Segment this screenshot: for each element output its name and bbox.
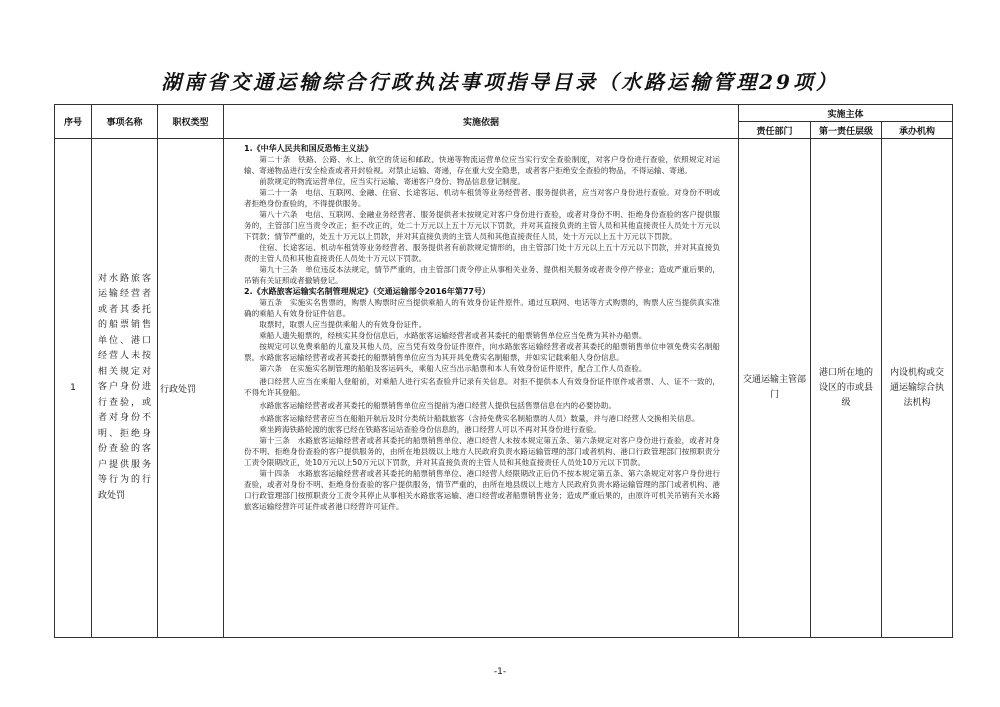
first-responsibility-level: 港口所在地的设区的市或县级 xyxy=(811,139,882,638)
header-subject: 实施主体 xyxy=(739,105,953,122)
basis-paragraph: 前款规定的物流运营单位，应当实行运输、寄递客户身份、物品信息登记制度。 xyxy=(259,177,525,186)
table-row xyxy=(55,139,953,638)
header-power-type: 职权类型 xyxy=(158,105,224,139)
power-type: 行政处罚 xyxy=(158,139,224,638)
row-number: 1 xyxy=(55,139,92,638)
header-first-level: 第一责任层级 xyxy=(811,122,882,139)
basis-paragraph: 第八十六条 电信、互联网、金融业务经营者、服务提供者未按规定对客户身份进行查验，或者对身份不明、拒绝身份查验的客户提供服务的，主管部门应当责令改正；拒不改正的，处二十万元以上五十万元以下罚款，并对其直接负责的主管人员和其他直接责任人员处十万元以下罚款；情节严重的，处五十万元以上罚款，并对其直接负责的主管人员和其他直接责任人员，处十万元以上五十万元以下罚款。 xyxy=(244,210,720,241)
enforcement-catalog-table xyxy=(54,104,953,638)
basis-law-heading: 1.《中华人民共和国反恐怖主义法》 xyxy=(244,144,373,153)
basis-paragraph: 第六条 在实施实名制管理的船舶及客运码头，乘船人应当出示船票和本人有效身份证件原件，配合工作人员查验。 xyxy=(259,364,647,373)
basis-paragraph: 乘船人遗失船票的，经核实其身份信息后，水路旅客运输经营者或者其委托的船票销售单位应当免费为其补办船票。 xyxy=(259,331,647,340)
basis-law-heading: 2.《水路旅客运输实名制管理规定》（交通运输部令2016年第77号） xyxy=(244,287,491,296)
basis-paragraph: 第二十条 铁路、公路、水上、航空的货运和邮政、快递等物流运营单位应当实行安全查验制度，对客户身份进行查验，依照规定对运输、寄递物品进行安全检查或者开封验视。对禁止运输、寄递，存在重大安全隐患，或者客户拒绝安全查验的物品，不得运输、寄递。 xyxy=(244,155,720,175)
header-basis: 实施依据 xyxy=(224,105,739,139)
basis-paragraph: 第十四条 水路旅客运输经营者或者其委托的船票销售单位、港口经营人经限期改正后仍不按本规定第五条、第六条规定对客户身份进行查验，或者对身份不明、拒绝身份查验的客户提供服务，情节严重的，由所在地县级以上地方人民政府负责水路运输管理的部门或者机构、港口行政管理部门按照职责分工责令其停止从事相关水路旅客运输、港口经营或者船票销售业务；造成严重后果的，由原许可机关吊销有关水路旅客运输经营许可证件或者港口经营许可证件。 xyxy=(244,469,720,511)
basis-paragraph: 港口经营人应当在乘船人登船前，对乘船人进行实名查验并记录有关信息。对拒不提供本人有效身份证件原件或者票、人、证不一致的，不得允许其登船。 xyxy=(244,377,720,397)
basis-paragraph: 取票时，取票人应当提供乘船人的有效身份证件。 xyxy=(259,320,427,329)
header-agency: 承办机构 xyxy=(882,122,953,139)
basis-paragraph: 第九十三条 单位违反本法规定，情节严重的，由主管部门责令停止从事相关业务、提供相关服务或者责令停产停业；造成严重后果的，吊销有关证照或者撤销登记。 xyxy=(244,265,720,285)
header-item-name: 事项名称 xyxy=(92,105,158,139)
basis-paragraph: 乘坐跨海铁路轮渡的旅客已经在铁路客运站查验身份信息的，港口经营人可以不再对其身份进行查验。 xyxy=(259,425,601,434)
page-number: -1- xyxy=(493,667,507,677)
basis-paragraph: 第十三条 水路旅客运输经营者或者其委托的船票销售单位、港口经营人未按本规定第五条、第六条规定对客户身份进行查验，或者对身份不明、拒绝身份查验的客户提供服务的，由所在地县级以上地方人民政府负责水路运输管理的部门或者机构、港口行政管理部门按照职责分工责令限期改正，处10万元以上50万元以下罚款，并对其直接负责的主管人员和其他直接责任人员处10万元以下罚款。 xyxy=(244,436,720,467)
implementation-basis xyxy=(224,139,739,638)
responsible-dept: 交通运输主管部门 xyxy=(739,139,811,638)
page-title: 湖南省交通运输综合行政执法事项指导目录（水路运输管理29项） xyxy=(161,70,839,94)
basis-paragraph: 住宿、长途客运、机动车租赁等业务经营者、服务提供者有前款规定情形的，由主管部门处十万元以上五十万元以下罚款，并对其直接负责的主管人员和其他直接责任人员处十万元以下罚款。 xyxy=(244,243,720,263)
basis-paragraph: 水路旅客运输经营者应当在船舶开航后及时分类统计船载旅客（含持免费实名制船票的人员）数量，并与港口经营人交换相关信息。 xyxy=(259,414,700,423)
basis-paragraph: 按规定可以免费乘船的儿童及其他人员，应当凭有效身份证件原件，向水路旅客运输经营者或者其委托的船票销售单位申领免费实名制船票。水路旅客运输经营者或者其委托的船票销售单位应当为其开具免费实名制船票，并如实记载乘船人身份信息。 xyxy=(244,342,720,362)
header-responsible-dept: 责任部门 xyxy=(739,122,811,139)
basis-paragraph: 水路旅客运输经营者或者其委托的船票销售单位应当提前为港口经营人提供包括售票信息在内的必要协助。 xyxy=(259,401,617,410)
handling-agency: 内设机构或交通运输综合执法机构 xyxy=(882,139,953,638)
basis-paragraph: 第五条 实施实名售票的，购票人购票时应当提供乘船人的有效身份证件原件。通过互联网、电话等方式购票的，购票人应当提供真实准确的乘船人有效身份证件信息。 xyxy=(244,298,720,318)
basis-paragraph: 第二十一条 电信、互联网、金融、住宿、长途客运、机动车租赁等业务经营者、服务提供者，应当对客户身份进行查验。对身份不明或者拒绝身份查验的，不得提供服务。 xyxy=(244,188,720,208)
item-name: 对水路旅客运输经营者或者其委托的船票销售单位、港口经营人未按相关规定对客户身份进行查验，或者对身份不明、拒绝身份查验的客户提供服务等行为的行政处罚 xyxy=(92,139,158,638)
header-no: 序号 xyxy=(55,105,92,139)
